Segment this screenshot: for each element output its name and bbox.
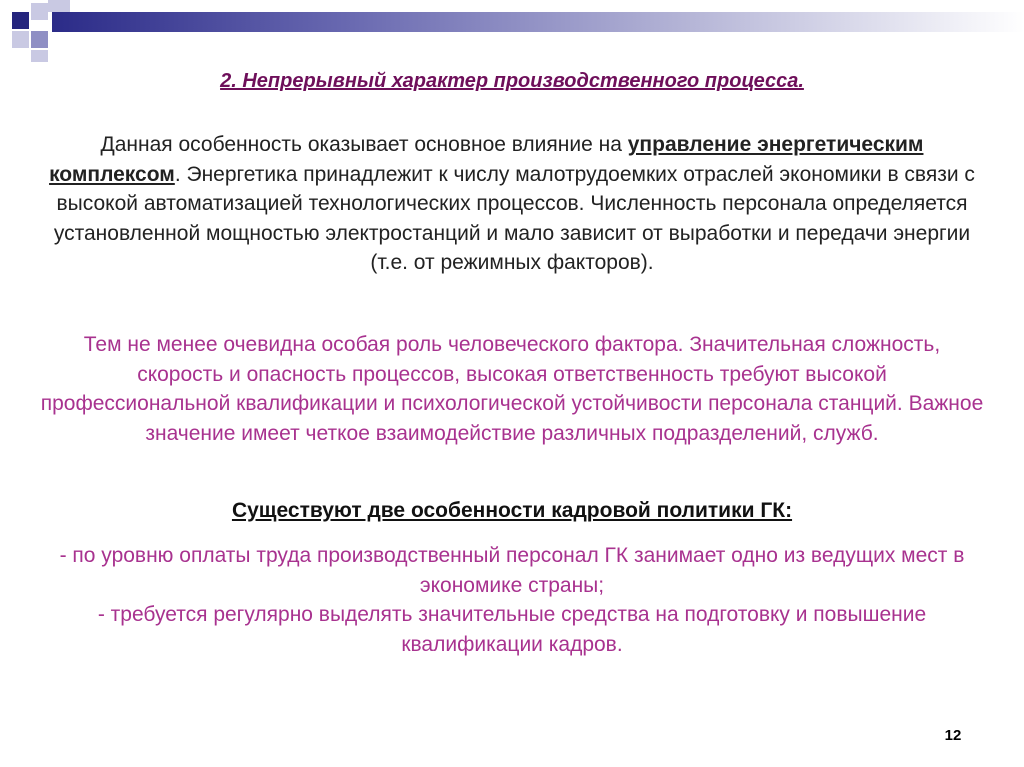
decor-square	[31, 3, 48, 20]
paragraph-human-factor: Тем не менее очевидна особая роль человеческого фактора. Значительная сложность, скорость и опасность процессов, высокая ответственность требуют высокой профессиональной квалификации и психологической устойчивости персонала станций. Важное значение имеет четкое взаимодействие различных подразделений, служб.	[40, 333, 984, 445]
paragraph-intro: Данная особенность оказывает основное влияние на	[100, 133, 628, 156]
paragraph-rest: . Энергетика принадлежит к числу малотрудоемких отраслей экономики в связи с высокой автоматизацией технологических процессов. Численность персонала определяется установленной мощностью электростанций и мало зависит от выработки и передачи энергии (т.е. от режимных факторов).	[53, 162, 975, 274]
slide-title: 2. Непрерывный характер производственного процесса.	[220, 70, 804, 92]
list-item: - требуется регулярно выделять значительные средства на подготовку и повышение квалификации кадров.	[97, 603, 927, 656]
paragraph-energy-management	[40, 130, 984, 278]
decor-square	[31, 50, 48, 62]
list-item: - по уровню оплаты труда производственный персонал ГК занимает одно из ведущих мест в экономике страны;	[59, 544, 965, 597]
feature-list	[40, 541, 984, 659]
decor-square	[12, 12, 29, 29]
header-gradient-bar	[52, 12, 1024, 32]
decor-square	[48, 0, 70, 12]
paragraph-emphasis: управление энергетическим комплексом	[49, 133, 924, 186]
page-number: 12	[944, 727, 962, 744]
decor-square	[12, 31, 29, 48]
subheading: Существуют две особенности кадровой политики ГК:	[231, 499, 793, 522]
decor-square	[31, 31, 48, 48]
